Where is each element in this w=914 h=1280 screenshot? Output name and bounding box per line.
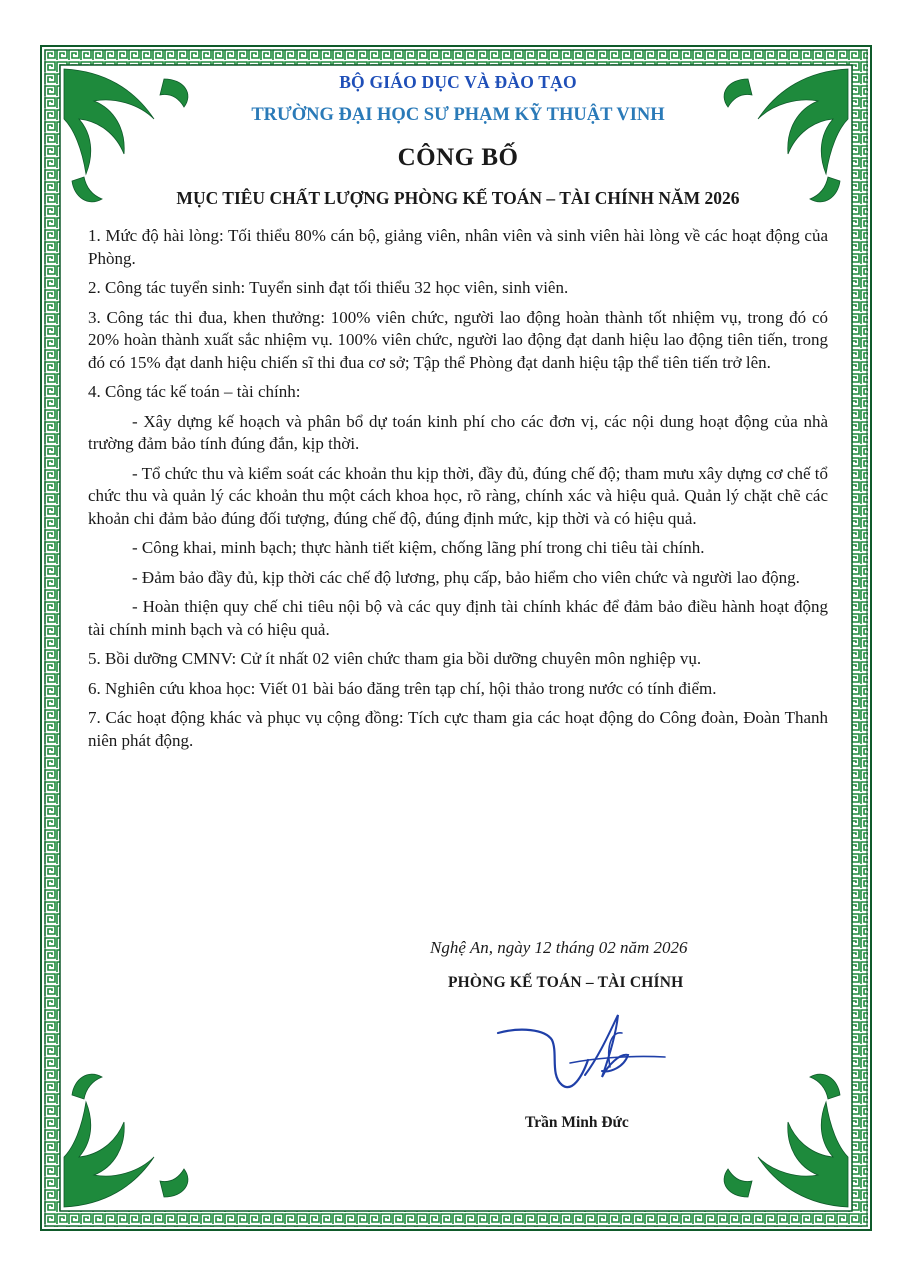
objective-item [88,225,828,270]
corner-ornament-bottom-left [64,1074,188,1207]
objective-item: 6. Nghiên cứu khoa học: Viết 01 bài báo đăng trên tạp chí, hội thảo trong nước có tính điểm. [88,678,717,698]
corner-ornament-bottom-right [724,1074,848,1207]
university-heading: TRƯỜNG ĐẠI HỌC SƯ PHẠM KỸ THUẬT VINH [251,105,665,125]
document-body [88,72,828,759]
accounting-bullet: - Công khai, minh bạch; thực hành tiết kiệm, chống lãng phí trong chi tiêu tài chính. [132,538,705,557]
ministry-heading: BỘ GIÁO DỤC VÀ ĐÀO TẠO [339,72,577,92]
objective-label: 3. Công tác thi đua, khen thưởng: [88,307,325,327]
objective-text: 100% viên chức, người lao động hoàn thành tốt nhiệm vụ, trong đó có 20% hoàn thành xuất sắc nhiệm vụ. 100% viên chức, người lao động đạt danh hiệu lao động tiên tiến, trong đó có 15% đạt danh hiệu chiến sĩ thi đua cơ sở; Tập thể Phòng đạt danh hiệu tập thể tiên tiến trở lên. [88,307,828,372]
signatory-name: Trần Minh Đức [525,1114,629,1131]
document-title: CÔNG BỐ [397,144,519,171]
place-date: Nghệ An, ngày 12 tháng 02 năm 2026 [430,938,688,957]
objectives-list [88,225,828,752]
accounting-bullet: - Xây dựng kế hoạch và phân bổ dự toán kinh phí cho các đơn vị, các nội dung hoạt động của nhà trường đảm bảo tính đúng đắn, kịp thời. [88,411,828,453]
objective-text: Tối thiểu 80% cán bộ, giảng viên, nhân viên và sinh viên hài lòng về các hoạt động của Phòng. [88,226,828,268]
objective-item: 7. Các hoạt động khác và phục vụ cộng đồng: Tích cực tham gia các hoạt động do Công đoàn, Đoàn Thanh niên phát động. [88,708,828,750]
objective-label: 4. Công tác kế toán – tài chính: [88,382,301,401]
accounting-bullet: - Tổ chức thu và kiểm soát các khoản thu kịp thời, đầy đủ, đúng chế độ; tham mưu xây dựng cơ chế tổ chức thu và quản lý các khoản thu một cách khoa học, rõ ràng, chính xác và hiệu quả. Quản lý chặt chẽ các khoản chi đảm bảo đúng đối tượng, đúng chế độ, đúng định mức, kịp thời và có hiệu quả. [88,463,828,528]
accounting-bullet: - Đảm bảo đầy đủ, kịp thời các chế độ lương, phụ cấp, bảo hiểm cho viên chức và người lao động. [132,567,800,587]
signing-department: PHÒNG KẾ TOÁN – TÀI CHÍNH [448,974,684,991]
objective-item [88,381,828,404]
objective-label: 1. Mức độ hài lòng: [88,226,224,245]
accounting-bullet: - Hoàn thiện quy chế chi tiêu nội bộ và các quy định tài chính khác để đảm bảo điều hành hoạt động tài chính minh bạch và có hiệu quả. [88,597,828,639]
objective-item: 5. Bồi dưỡng CMNV: Cử ít nhất 02 viên chức tham gia bồi dưỡng chuyên môn nghiệp vụ. [88,649,702,668]
objective-item [88,277,828,300]
objective-item [88,307,828,375]
objective-text: Tuyển sinh đạt tối thiểu 32 học viên, sinh viên. [245,278,569,297]
handwritten-signature [490,1005,670,1105]
document-subtitle: MỤC TIÊU CHẤT LƯỢNG PHÒNG KẾ TOÁN – TÀI CHÍNH NĂM 2026 [176,188,740,208]
objective-label: 2. Công tác tuyển sinh: [88,278,246,297]
